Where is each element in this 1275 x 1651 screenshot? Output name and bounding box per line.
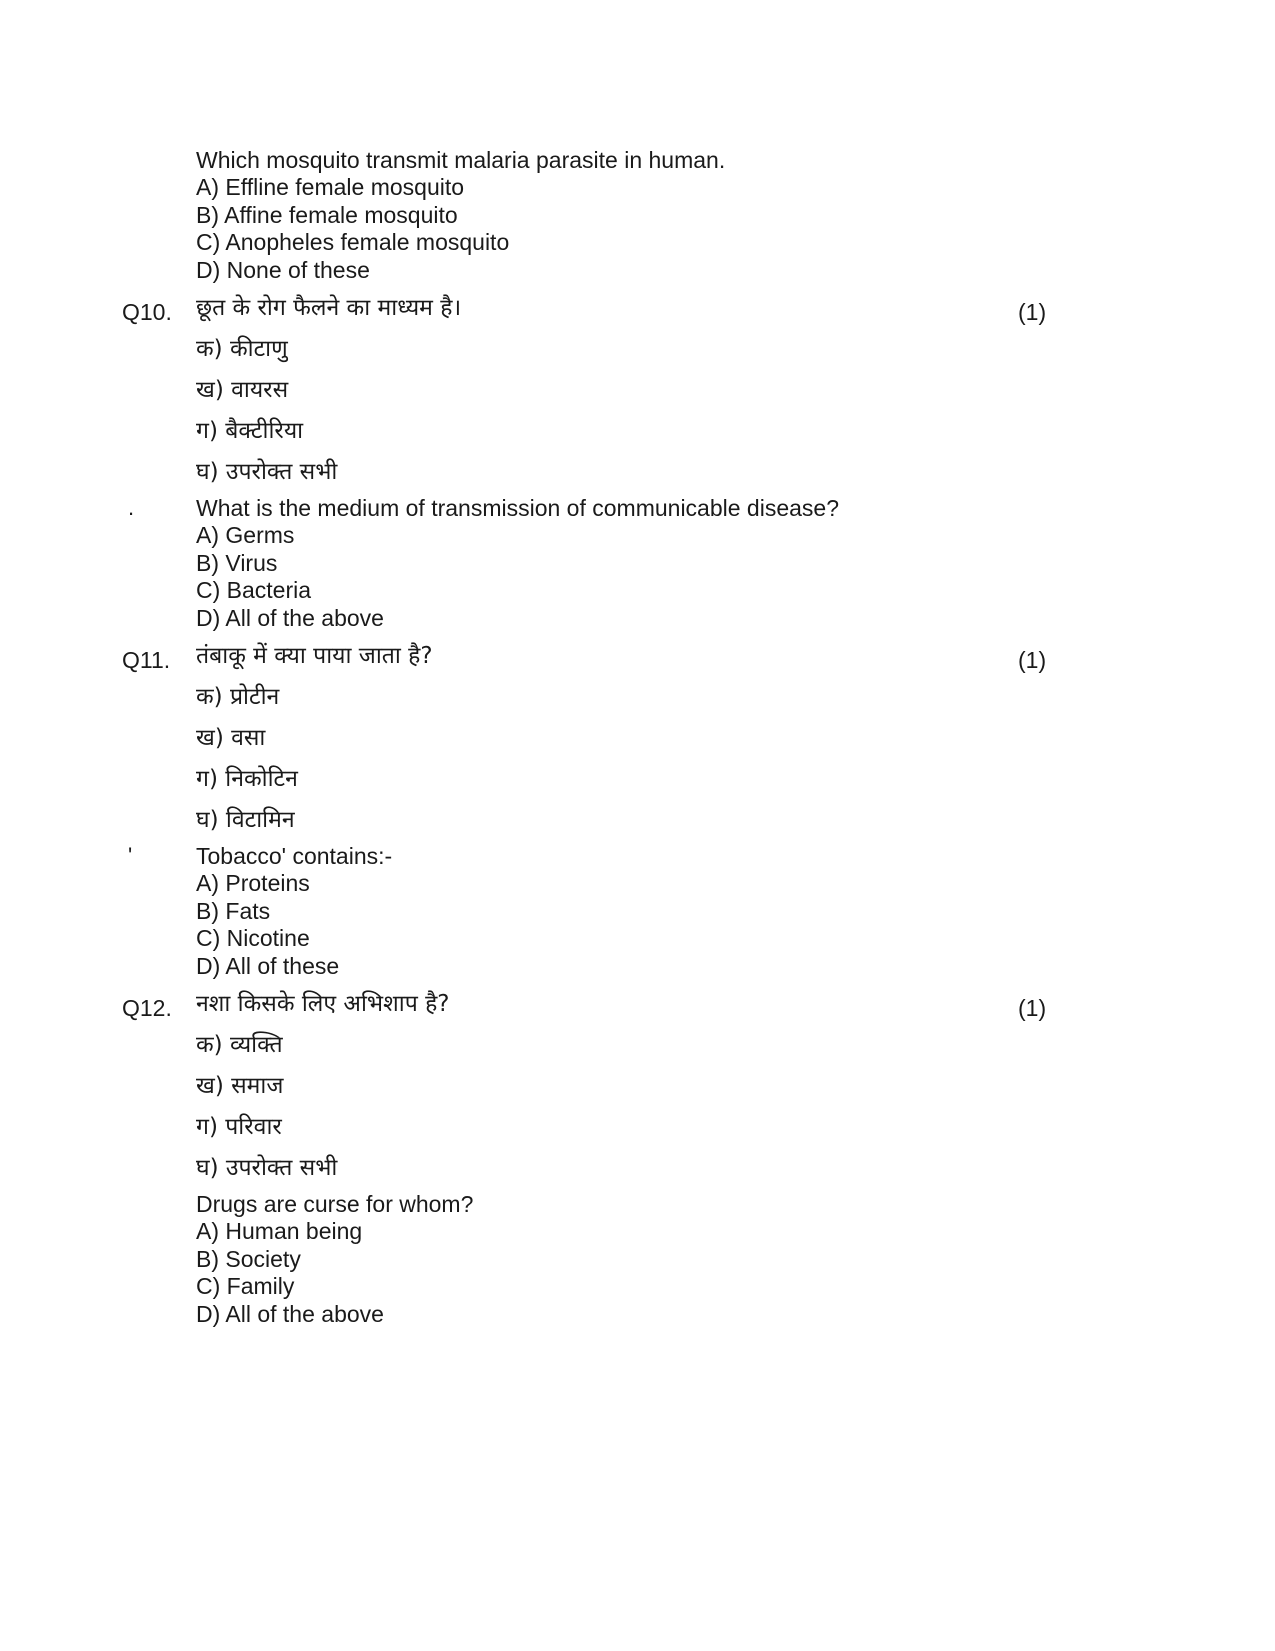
option-c: C) Anopheles female mosquito [196, 229, 510, 255]
option-hindi-ka: क) कीटाणु [196, 336, 288, 362]
option-hindi-gha: घ) उपरोक्त सभी [196, 459, 338, 485]
option-c: C) Nicotine [196, 925, 310, 951]
option-hindi-ka: क) व्यक्ति [196, 1032, 283, 1058]
option-b: B) Virus [196, 550, 278, 576]
question-number: Q10. [122, 299, 172, 325]
option-c: C) Family [196, 1273, 295, 1299]
option-hindi-ga: ग) निकोटिन [196, 766, 298, 792]
option-a: A) Proteins [196, 870, 310, 896]
question-text-hindi: तंबाकू में क्या पाया जाता है? [196, 643, 433, 669]
option-b: B) Affine female mosquito [196, 202, 458, 228]
option-c: C) Bacteria [196, 577, 312, 603]
option-hindi-gha: घ) विटामिन [196, 807, 295, 833]
question-marks: (1) [1018, 647, 1047, 673]
option-hindi-kha: ख) वसा [196, 725, 266, 751]
option-a: A) Effline female mosquito [196, 174, 465, 200]
option-hindi-kha: ख) वायरस [196, 377, 289, 403]
question-number: Q11. [122, 647, 171, 673]
question-marks: (1) [1018, 995, 1047, 1021]
option-a: A) Germs [196, 522, 295, 548]
question-text-english: Tobacco' contains:- [196, 843, 393, 869]
question-text-english: What is the medium of transmission of communicable disease? [196, 495, 840, 521]
option-d: D) None of these [196, 257, 370, 283]
stray-mark: ' [128, 843, 133, 868]
option-hindi-ka: क) प्रोटीन [196, 684, 280, 710]
option-d: D) All of the above [196, 605, 384, 631]
option-b: B) Society [196, 1246, 301, 1272]
option-a: A) Human being [196, 1218, 363, 1244]
question-text-hindi: नशा किसके लिए अभिशाप है? [196, 991, 450, 1017]
option-hindi-ga: ग) परिवार [196, 1114, 282, 1140]
option-hindi-kha: ख) समाज [196, 1073, 284, 1099]
option-d: D) All of these [196, 953, 340, 979]
option-b: B) Fats [196, 898, 271, 924]
option-hindi-ga: ग) बैक्टीरिया [196, 418, 304, 444]
question-text-english: Drugs are curse for whom? [196, 1191, 474, 1217]
question-text: Which mosquito transmit malaria parasite in human. [196, 147, 726, 173]
stray-mark: . [128, 495, 135, 520]
question-text-hindi: छूत के रोग फैलने का माध्यम है। [196, 295, 462, 321]
question-number: Q12. [122, 995, 172, 1021]
option-hindi-gha: घ) उपरोक्त सभी [196, 1155, 338, 1181]
option-d: D) All of the above [196, 1301, 384, 1327]
question-marks: (1) [1018, 299, 1047, 325]
